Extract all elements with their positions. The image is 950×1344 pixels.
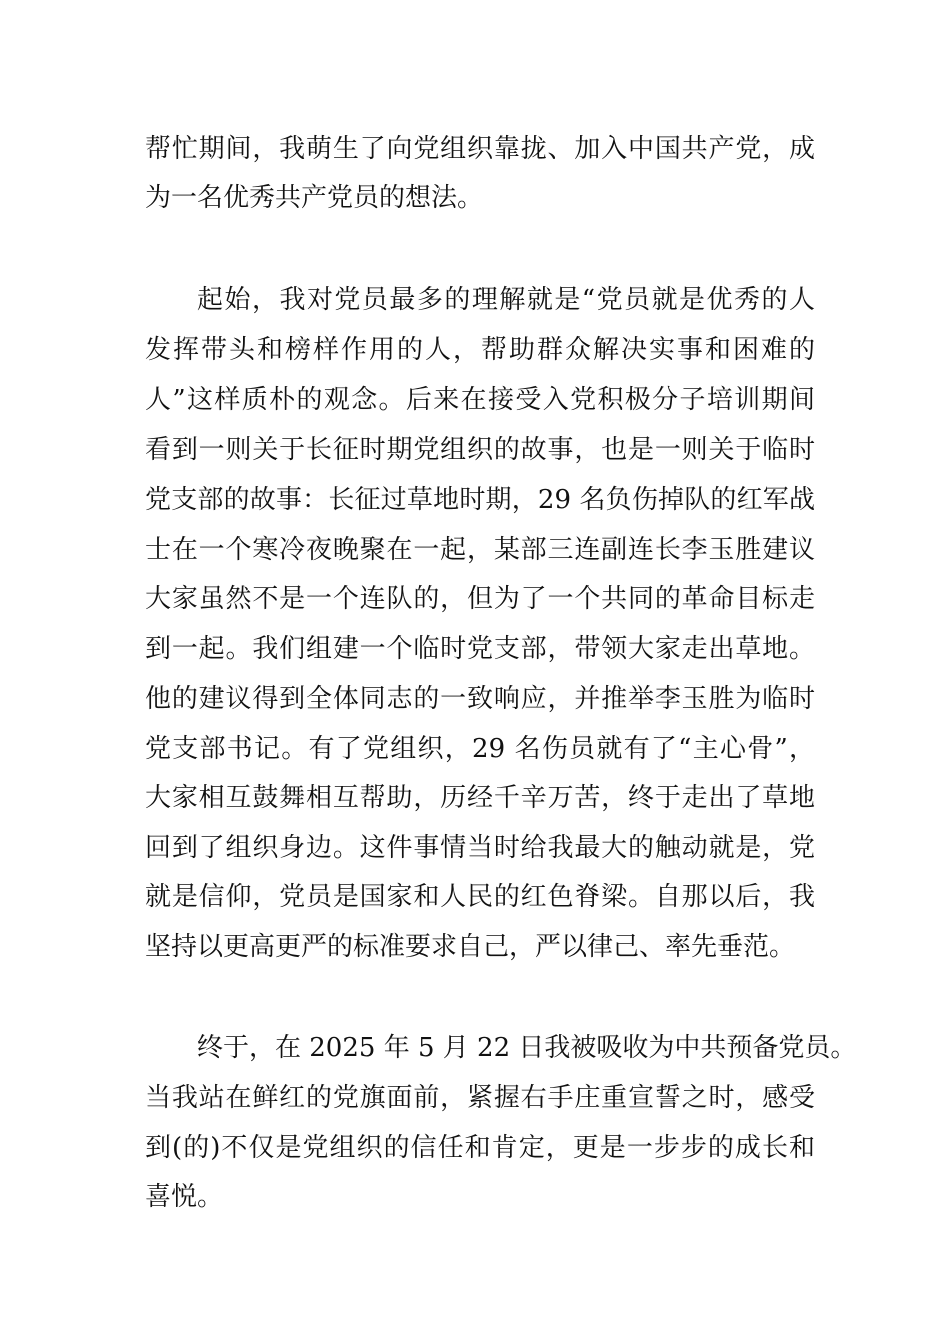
paragraph-2-line-1: 起始，我对党员最多的理解就是“党员就是优秀的人 [197, 285, 815, 315]
paragraph-1-line-1: 帮忙期间，我萌生了向党组织靠拢、加入中国共产党，成 [145, 134, 815, 164]
paragraph-2-line-4: 看到一则关于长征时期党组织的故事，也是一则关于临时 [145, 435, 815, 465]
paragraph-2-line-12: 回到了组织身边。这件事情当时给我最大的触动就是，党 [145, 833, 815, 863]
paragraph-2-line-6: 士在一个寒冷夜晚聚在一起，某部三连副连长李玉胜建议 [145, 535, 815, 565]
paragraph-2-line-5: 党支部的故事：长征过草地时期，29 名负伤掉队的红军战 [145, 485, 815, 515]
paragraph-2-line-11: 大家相互鼓舞相互帮助，历经千辛万苦，终于走出了草地 [145, 783, 815, 813]
paragraph-2-line-13: 就是信仰，党员是国家和人民的红色脊梁。自那以后，我 [145, 882, 815, 912]
paragraph-3-line-3: 到(的)不仅是党组织的信任和肯定，更是一步步的成长和 [145, 1133, 815, 1163]
paragraph-2-line-2: 发挥带头和榜样作用的人，帮助群众解决实事和困难的 [145, 335, 815, 365]
paragraph-2-line-3: 人”这样质朴的观念。后来在接受入党积极分子培训期间 [145, 385, 815, 415]
paragraph-3-line-4: 喜悦。 [145, 1182, 224, 1212]
paragraph-2-line-9: 他的建议得到全体同志的一致响应，并推举李玉胜为临时 [145, 684, 815, 714]
paragraph-2-line-7: 大家虽然不是一个连队的，但为了一个共同的革命目标走 [145, 584, 815, 614]
paragraph-3-line-1: 终于，在 2025 年 5 月 22 日我被吸收为中共预备党员。 [197, 1033, 857, 1063]
paragraph-3-line-2: 当我站在鲜红的党旗面前，紧握右手庄重宣誓之时，感受 [145, 1083, 815, 1113]
paragraph-2-line-10: 党支部书记。有了党组织，29 名伤员就有了“主心骨”， [145, 734, 815, 764]
paragraph-1-line-2: 为一名优秀共产党员的想法。 [145, 183, 484, 213]
paragraph-2-line-14: 坚持以更高更严的标准要求自己，严以律己、率先垂范。 [145, 932, 796, 962]
paragraph-2-line-8: 到一起。我们组建一个临时党支部，带领大家走出草地。 [145, 634, 815, 664]
